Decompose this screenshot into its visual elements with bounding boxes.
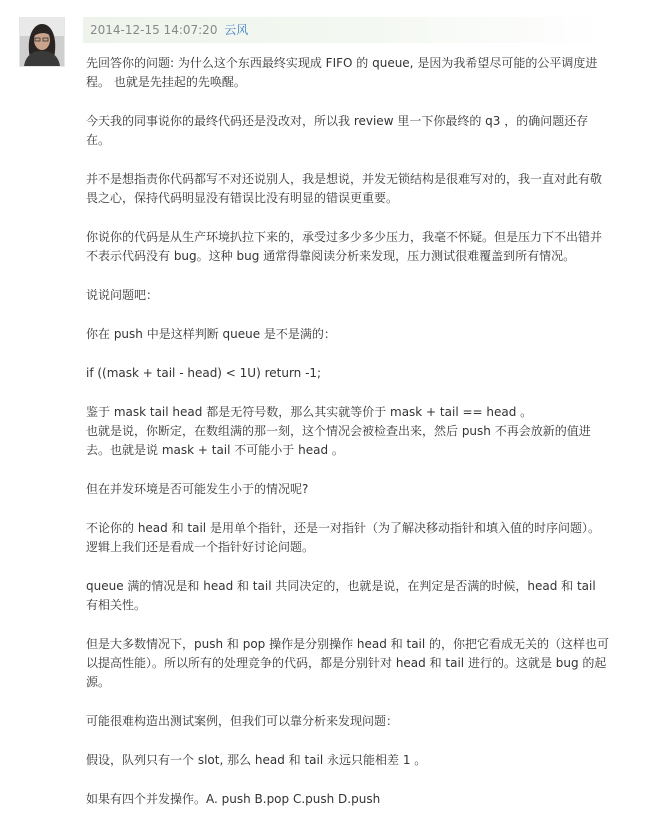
comment-paragraph: 但是大多数情况下，push 和 pop 操作是分别操作 head 和 tail 的，你把它看成无关的（这样也可以提高性能）。所以所有的处理竞争的代码，都是分别针对 head 和 tail 进行的。这就是 bug 的起源。 bbox=[86, 637, 610, 689]
comment-author-link[interactable]: 云风 bbox=[224, 23, 249, 37]
comment-paragraph: 先回答你的问题: 为什么这个东西最终实现成 FIFO 的 queue, 是因为我希望尽可能的公平调度进程。 也就是先挂起的先唤醒。 bbox=[86, 56, 598, 89]
comment-paragraph: 假设，队列只有一个 slot, 那么 head 和 tail 永远只能相差 1 。 bbox=[86, 753, 427, 767]
comment-paragraph: 如果有四个并发操作。A. push B.pop C.push D.push bbox=[86, 792, 381, 806]
comment-paragraph: 说说问题吧： bbox=[86, 288, 159, 302]
comment-paragraph: 但在并发环境是否可能发生小于的情况呢? bbox=[86, 482, 309, 496]
avatar[interactable] bbox=[19, 17, 65, 67]
comment-paragraph: 可能很难构造出测试案例，但我们可以靠分析来发现问题： bbox=[86, 714, 399, 728]
comment-body bbox=[86, 54, 610, 829]
comment-paragraph: 你说你的代码是从生产环境扒拉下来的，承受过多少多少压力，我毫不怀疑。但是压力下不出错并不表示代码没有 bug。这种 bug 通常得靠阅读分析来发现，压力测试很难覆盖到所有情况。 bbox=[86, 230, 603, 263]
comment-paragraph: 今天我的同事说你的最终代码还是没改对，所以我 review 里一下你最终的 q3 ，的确问题还存在。 bbox=[86, 114, 589, 147]
comment-paragraph: 鉴于 mask tail head 都是无符号数，那么其实就等价于 mask + tail == head 。 bbox=[86, 405, 533, 419]
avatar-image bbox=[20, 18, 64, 66]
comment-paragraph: 不论你的 head 和 tail 是用单个指针，还是一对指针（为了解决移动指针和填入值的时序问题）。逻辑上我们还是看成一个指针好讨论问题。 bbox=[86, 521, 600, 554]
comment-paragraph: 你在 push 中是这样判断 queue 是不是满的： bbox=[86, 327, 336, 341]
comment-date: 2014-12-15 14:07:20 bbox=[90, 23, 218, 37]
comment-paragraph: 也就是说，你断定，在数组满的那一刻，这个情况会被检查出来，然后 push 不再会放新的值进去。也就是说 mask + tail 不可能小于 head 。 bbox=[86, 424, 591, 457]
comment-paragraph: queue 满的情况是和 head 和 tail 共同决定的，也就是说，在判定是否满的时候，head 和 tail 有相关性。 bbox=[86, 579, 596, 612]
comment-meta bbox=[83, 17, 607, 43]
comment-paragraph: 并不是想指责你代码都写不对还说别人，我是想说，并发无锁结构是很难写对的，我一直对此有敬畏之心，保持代码明显没有错误比没有明显的错误更重要。 bbox=[86, 172, 603, 205]
code-line: if ((mask + tail - head) < 1U) return -1; bbox=[86, 366, 322, 380]
